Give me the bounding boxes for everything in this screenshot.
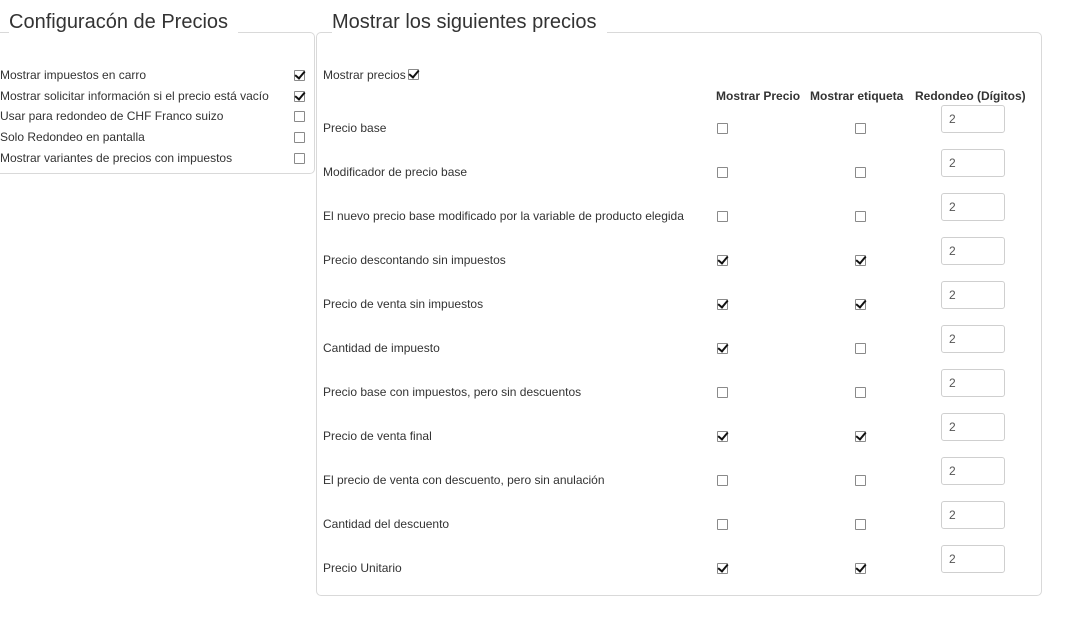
config-label: Mostrar solicitar información si el precio está vacío	[0, 89, 269, 103]
show-price-checkbox[interactable]	[717, 299, 728, 310]
price-label: Precio base con impuestos, pero sin descuentos	[323, 385, 582, 399]
show-label-checkbox[interactable]	[855, 343, 866, 354]
table-row	[316, 508, 1042, 561]
show-label-checkbox[interactable]	[855, 563, 866, 574]
config-row-ask-info-empty-price	[0, 86, 310, 106]
table-row	[316, 156, 1042, 209]
show-label-checkbox[interactable]	[855, 387, 866, 398]
show-label-checkbox[interactable]	[855, 475, 866, 486]
price-label: Precio base	[323, 121, 387, 135]
show-label-checkbox[interactable]	[855, 299, 866, 310]
show-label-checkbox[interactable]	[855, 167, 866, 178]
show-price-checkbox[interactable]	[717, 519, 728, 530]
config-row-chf-rounding	[0, 106, 310, 126]
rounding-digits-input[interactable]: 2	[941, 413, 1005, 441]
table-row	[316, 112, 1042, 165]
rounding-digits-input[interactable]: 2	[941, 237, 1005, 265]
rounding-digits-input[interactable]: 2	[941, 105, 1005, 133]
table-row	[316, 420, 1042, 473]
rounding-digits-input[interactable]: 2	[941, 545, 1005, 573]
table-row	[316, 464, 1042, 517]
rounding-digits-input[interactable]: 2	[941, 281, 1005, 309]
column-header-show-label: Mostrar etiqueta	[810, 89, 904, 103]
price-label: Precio de venta final	[323, 429, 432, 443]
show-price-checkbox[interactable]	[717, 431, 728, 442]
table-row	[316, 200, 1042, 253]
config-label: Mostrar variantes de precios con impuestos	[0, 151, 233, 165]
rounding-digits-input[interactable]: 2	[941, 369, 1005, 397]
table-row	[316, 552, 1042, 605]
show-label-checkbox[interactable]	[855, 431, 866, 442]
price-label: Cantidad del descuento	[323, 517, 450, 531]
rounding-digits-input[interactable]: 2	[941, 325, 1005, 353]
config-label: Mostrar impuestos en carro	[0, 68, 147, 82]
show-price-checkbox[interactable]	[717, 343, 728, 354]
price-label: Precio Unitario	[323, 561, 402, 575]
config-checkbox[interactable]	[294, 153, 305, 164]
price-label: El precio de venta con descuento, pero sin anulación	[323, 473, 605, 487]
column-header-show-price: Mostrar Precio	[716, 89, 801, 103]
rounding-digits-input[interactable]: 2	[941, 501, 1005, 529]
config-checkbox[interactable]	[294, 111, 305, 122]
config-label: Solo Redondeo en pantalla	[0, 130, 145, 144]
config-checkbox[interactable]	[294, 91, 305, 102]
show-price-checkbox[interactable]	[717, 211, 728, 222]
table-row	[316, 376, 1042, 429]
table-row	[316, 244, 1042, 297]
column-header-rounding: Redondeo (Dígitos)	[915, 89, 1026, 103]
show-prices-checkbox[interactable]	[408, 69, 419, 80]
show-price-checkbox[interactable]	[717, 255, 728, 266]
config-row-tax-in-cart	[0, 65, 310, 85]
config-row-variant-prices-with-tax	[0, 148, 310, 168]
show-price-checkbox[interactable]	[717, 475, 728, 486]
price-label: El nuevo precio base modificado por la variable de producto elegida	[323, 209, 684, 223]
config-row-rounding-display-only	[0, 127, 310, 147]
rounding-digits-input[interactable]: 2	[941, 149, 1005, 177]
config-label: Usar para redondeo de CHF Franco suizo	[0, 109, 224, 123]
table-row	[316, 332, 1042, 385]
show-price-checkbox[interactable]	[717, 167, 728, 178]
table-row	[316, 288, 1042, 341]
show-prices-toggle	[323, 68, 419, 82]
config-checkbox[interactable]	[294, 132, 305, 143]
show-label-checkbox[interactable]	[855, 123, 866, 134]
show-price-checkbox[interactable]	[717, 563, 728, 574]
rounding-digits-input[interactable]: 2	[941, 193, 1005, 221]
show-price-checkbox[interactable]	[717, 387, 728, 398]
config-checkbox[interactable]	[294, 70, 305, 81]
price-label: Precio de venta sin impuestos	[323, 297, 484, 311]
price-label: Precio descontando sin impuestos	[323, 253, 506, 267]
price-label: Cantidad de impuesto	[323, 341, 440, 355]
show-prices-legend: Mostrar los siguientes precios	[332, 10, 607, 34]
show-price-checkbox[interactable]	[717, 123, 728, 134]
show-label-checkbox[interactable]	[855, 211, 866, 222]
rounding-digits-input[interactable]: 2	[941, 457, 1005, 485]
price-label: Modificador de precio base	[323, 165, 468, 179]
show-label-checkbox[interactable]	[855, 519, 866, 530]
price-config-legend: Configuracón de Precios	[9, 10, 238, 34]
show-label-checkbox[interactable]	[855, 255, 866, 266]
show-prices-label: Mostrar precios	[323, 68, 406, 82]
